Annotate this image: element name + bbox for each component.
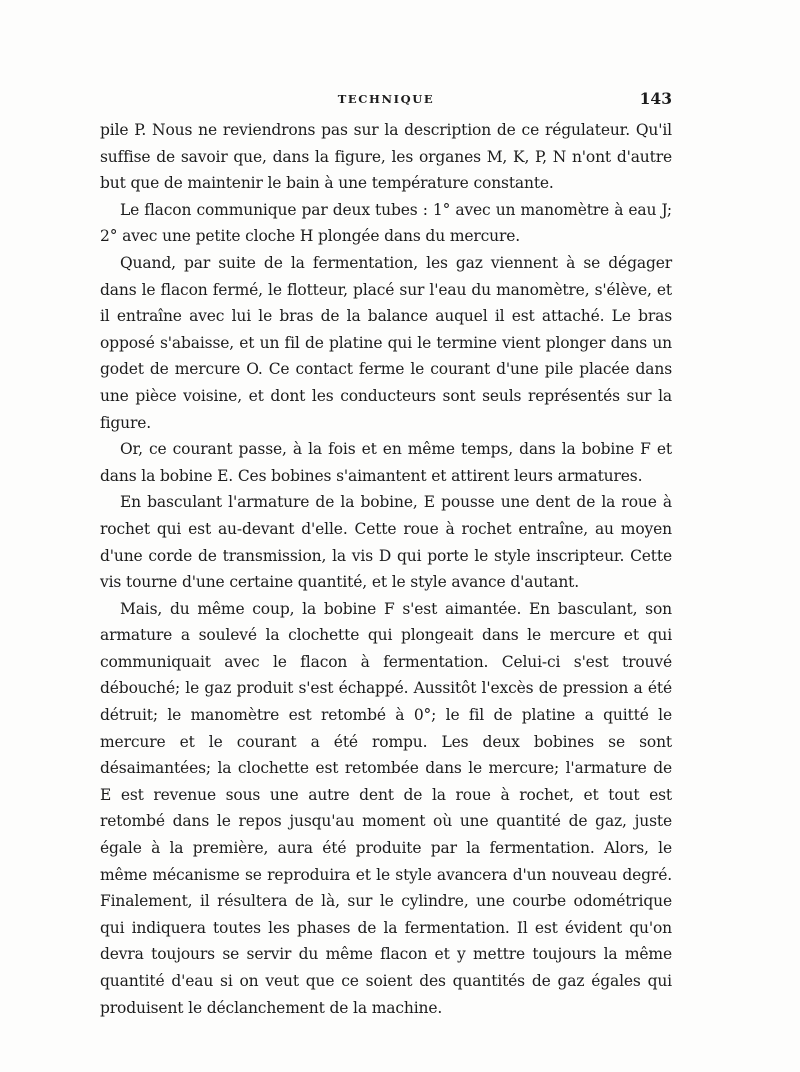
running-title: TECHNIQUE — [337, 92, 435, 106]
paragraph-3: Quand, par suite de la fermentation, les gaz viennent à se dégager dans le flacon fermé, le flotteur, placé sur l'eau du manomètre, s'élève, et il entraîne avec lui le bras de la balance auquel il est attaché. Le bras opposé s'abaisse, et un fil de platine qui le termine vient plonger dans un godet de mercure O. Ce contact ferme le courant d'une pile placée dans une pièce voisine, et dont les conducteurs sont seuls représentés sur la figure. — [100, 253, 672, 432]
paragraph-4: Or, ce courant passe, à la fois et en même temps, dans la bobine F et dans la bobine E. Ces bobines s'aimantent et attirent leurs armatures. — [100, 440, 672, 485]
page-number: 143 — [639, 89, 672, 108]
paragraph-2: Le flacon communique par deux tubes : 1° avec un manomètre à eau J; 2° avec une petite cloche H plongée dans du mercure. — [100, 200, 672, 246]
paragraph-1: pile P. Nous ne reviendrons pas sur la description de ce régulateur. Qu'il suffise de savoir que, dans la figure, les organes M, K, P, N n'ont d'autre but que de maintenir le bain à une température constante. — [100, 121, 672, 193]
paragraph-6: Mais, du même coup, la bobine F s'est aimantée. En basculant, son armature a soulevé la clochette qui plongeait dans le mercure et qui communiquait avec le flacon à fermentation. Celui-ci s'est trouvé débouché; le gaz produit s'est échappé. Aussitôt l'excès de pression a été détruit; le manomètre est retombé à 0°; le fil de platine a quitté le mercure et le courant a été rompu. Les deux bobines se sont désaimantées; la clochette est retombée dans le mercure; l'armature de E est revenue sous une autre dent de la roue à rochet, et tout est retombé dans le repos jusqu'au moment où une quantité de gaz, juste égale à la première, aura été produite par la fermentation. Alors, le même mécanisme se reproduira et le style avancera d'un nouveau degré. Finalement, il résultera de là, sur le cylindre, une courbe odométrique qui indiquera toutes les phases de la fermentation. Il est évident qu'on devra toujours se servir du même flacon et y mettre toujours la même quantité d'eau si on veut que ce soient des quantités de gaz égales qui produisent le déclanchement de la machine. — [100, 599, 672, 1017]
body-text — [100, 117, 672, 1021]
paragraph-5: En basculant l'armature de la bobine, E pousse une dent de la roue à rochet qui est au-devant d'elle. Cette roue à rochet entraîne, au moyen d'une corde de transmission, la vis D qui porte le style inscripteur. Cette vis tourne d'une certaine quantité, et le style avance d'autant. — [100, 493, 672, 592]
running-header — [100, 89, 672, 109]
